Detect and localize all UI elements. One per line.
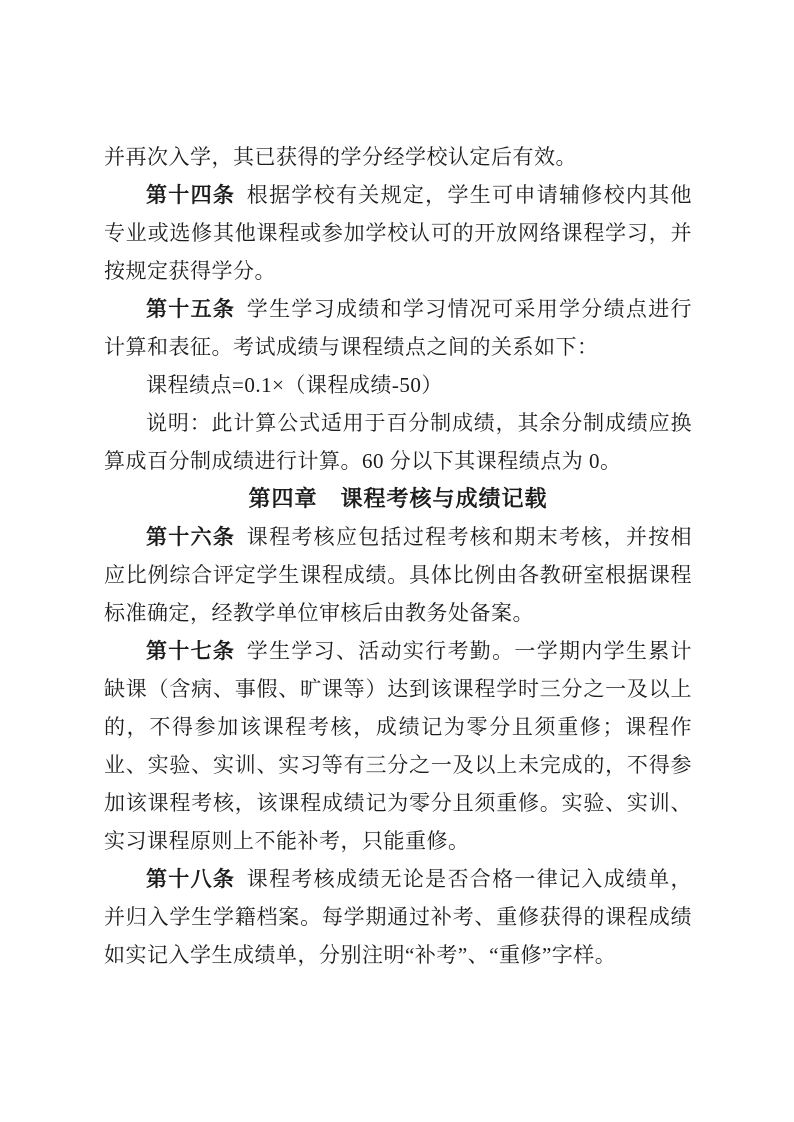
article-16-number: 第十六条: [146, 525, 236, 549]
paragraph-article-18: [104, 860, 692, 974]
article-17-number: 第十七条: [146, 639, 236, 663]
article-17-text: 学生学习、活动实行考勤。一学期内学生累计缺课（含病、事假、旷课等）达到该课程学时三分之一及以上的，不得参加该课程考核，成绩记为零分且须重修；课程作业、实验、实训、实习等有三分之一及以上未完成的，不得参加该课程考核，该课程成绩记为零分且须重修。实验、实训、实习课程原则上不能补考，只能重修。: [104, 639, 693, 853]
article-14-text: 根据学校有关规定，学生可申请辅修校内其他专业或选修其他课程或参加学校认可的开放网络课程学习，并按规定获得学分。: [104, 183, 693, 283]
paragraph-article-16: [104, 518, 692, 632]
paragraph-article-17: [104, 632, 692, 860]
paragraph-article-15: [104, 290, 692, 366]
chapter-heading: 第四章 课程考核与成绩记载: [248, 486, 548, 511]
paragraph-article-14: [104, 176, 692, 290]
article-15-number: 第十五条: [146, 297, 236, 321]
formula-line: 课程绩点=0.1×（课程成绩-50）: [146, 373, 443, 397]
article-15-text: 学生学习成绩和学习情况可采用学分绩点进行计算和表征。考试成绩与课程绩点之间的关系如下：: [104, 297, 693, 359]
paragraph-note: 说明：此计算公式适用于百分制成绩，其余分制成绩应换算成百分制成绩进行计算。60 分以下其课程绩点为 0。: [104, 411, 692, 473]
article-18-text: 课程考核成绩无论是否合格一律记入成绩单，并归入学生学籍档案。每学期通过补考、重修获得的课程成绩如实记入学生成绩单，分别注明“补考”、“重修”字样。: [104, 867, 693, 967]
document-content: [104, 138, 692, 974]
paragraph-continuation: 并再次入学，其已获得的学分经学校认定后有效。: [104, 145, 577, 169]
article-14-number: 第十四条: [146, 183, 236, 207]
article-18-number: 第十八条: [146, 867, 236, 891]
article-16-text: 课程考核应包括过程考核和期末考核，并按相应比例综合评定学生课程成绩。具体比例由各教研室根据课程标准确定，经教学单位审核后由教务处备案。: [104, 525, 693, 625]
